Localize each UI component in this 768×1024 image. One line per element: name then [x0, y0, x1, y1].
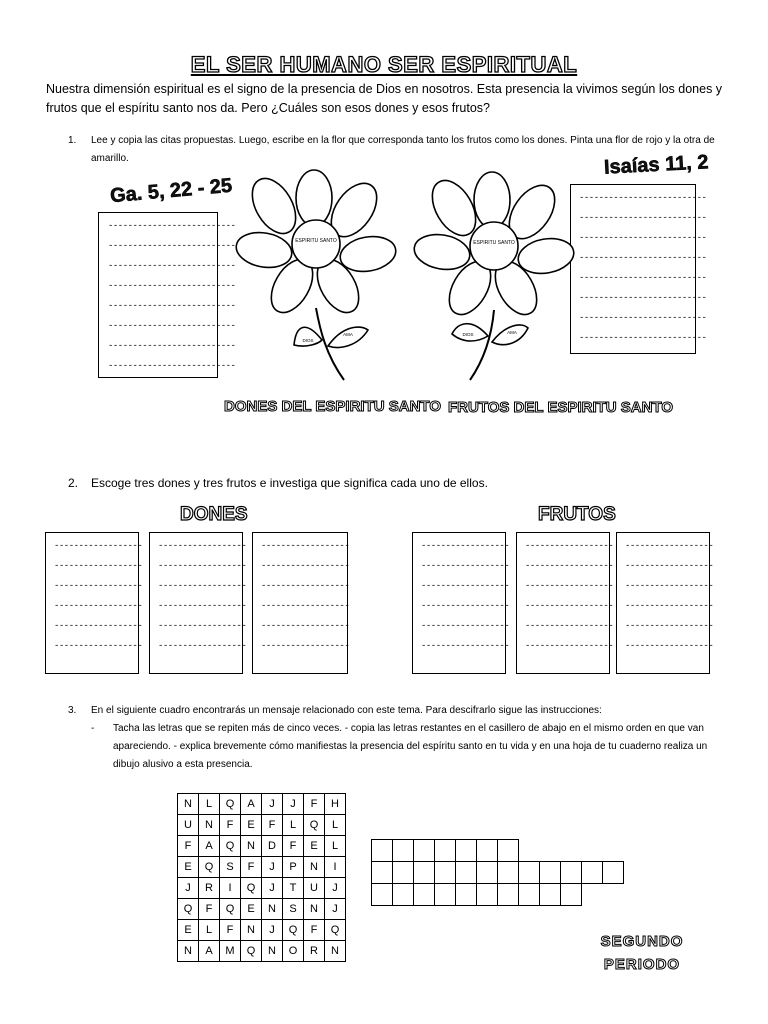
answer-cell[interactable]	[519, 884, 540, 906]
answer-line[interactable]: ------------------	[54, 601, 143, 611]
grid-cell[interactable]: U	[304, 878, 325, 899]
frutos-box-1[interactable]	[412, 532, 510, 674]
grid-row	[178, 836, 346, 857]
grid-cell[interactable]: H	[325, 794, 346, 815]
answer-line[interactable]: --------------------------	[579, 313, 707, 323]
grid-cell[interactable]: N	[241, 836, 262, 857]
flower-dones-drawing[interactable]	[236, 170, 394, 382]
grid-cell[interactable]: R	[199, 878, 220, 899]
left-reference: Ga. 5, 22 - 25	[109, 174, 233, 208]
answer-cell[interactable]	[393, 884, 414, 906]
grid-row	[178, 941, 346, 962]
grid-cell[interactable]: T	[283, 878, 304, 899]
step1-instructions: Lee y copia las citas propuestas. Luego, escribe en la flor que corresponda tanto los frutos como los dones. Pinta una flor de rojo y la otra de amarillo.	[91, 135, 715, 164]
grid-cell[interactable]: J	[325, 899, 346, 920]
grid-cell[interactable]: J	[262, 857, 283, 878]
answer-cell[interactable]	[582, 862, 603, 884]
answer-line[interactable]: ------------------	[54, 541, 143, 551]
grid-cell[interactable]: J	[178, 878, 199, 899]
grid-cell[interactable]: L	[199, 794, 220, 815]
step3-number: 3.	[68, 705, 77, 716]
grid-cell[interactable]: L	[325, 836, 346, 857]
dones-box-3[interactable]	[252, 532, 348, 674]
answer-line[interactable]: ------------------	[625, 601, 714, 611]
answer-cell[interactable]	[372, 884, 393, 906]
grid-cell[interactable]: F	[304, 920, 325, 941]
dones-heading: DONES	[180, 504, 248, 525]
right-reference: Isaías 11, 2	[603, 151, 710, 179]
grid-cell[interactable]: E	[304, 836, 325, 857]
answer-cell[interactable]	[561, 884, 582, 906]
grid-row	[178, 857, 346, 878]
answer-cell[interactable]	[435, 884, 456, 906]
answer-cell[interactable]	[498, 840, 519, 862]
answer-line[interactable]: --------------------------	[579, 333, 707, 343]
grid-cell[interactable]: L	[283, 815, 304, 836]
grid-cell[interactable]: Q	[325, 920, 346, 941]
grid-cell[interactable]: Q	[283, 920, 304, 941]
grid-cell[interactable]: J	[283, 794, 304, 815]
grid-cell[interactable]: O	[283, 941, 304, 962]
frutos-box-2[interactable]	[516, 532, 614, 674]
answer-cell[interactable]	[435, 862, 456, 884]
grid-cell[interactable]: N	[325, 941, 346, 962]
grid-row	[178, 878, 346, 899]
answer-cell[interactable]	[372, 862, 393, 884]
grid-cell[interactable]: N	[178, 794, 199, 815]
grid-cell[interactable]: E	[178, 920, 199, 941]
grid-cell[interactable]: A	[241, 794, 262, 815]
step2-instructions: Escoge tres dones y tres frutos e investiga que significa cada uno de ellos.	[91, 476, 488, 490]
grid-cell[interactable]: I	[325, 857, 346, 878]
grid-row	[178, 794, 346, 815]
answer-row-1[interactable]	[371, 839, 519, 862]
flower-dones-leaf-left: DIOS	[302, 338, 314, 343]
answer-line[interactable]: --------------------------	[579, 253, 707, 263]
flower-dones-center-text: ESPIRITU SANTO	[295, 238, 337, 244]
grid-cell[interactable]: F	[178, 836, 199, 857]
answer-line[interactable]: ------------------	[625, 621, 714, 631]
grid-cell[interactable]: Q	[220, 794, 241, 815]
answer-line[interactable]: ------------------	[525, 581, 614, 591]
grid-cell[interactable]: J	[262, 878, 283, 899]
flower-frutos-drawing[interactable]	[412, 172, 570, 382]
answer-cell[interactable]	[393, 840, 414, 862]
grid-cell[interactable]: Q	[178, 899, 199, 920]
answer-line[interactable]: ------------------	[625, 541, 714, 551]
answer-line[interactable]: ------------------	[421, 641, 510, 651]
answer-cell[interactable]	[477, 840, 498, 862]
answer-cell[interactable]	[519, 862, 540, 884]
step3-intro: En el siguiente cuadro encontrarás un mensaje relacionado con este tema. Para descifrarlo sigue las instrucciones:	[91, 705, 602, 716]
frutos-box-3[interactable]	[616, 532, 714, 674]
right-citation-box[interactable]	[570, 184, 707, 354]
answer-line[interactable]: ------------------	[421, 561, 510, 571]
answer-line[interactable]: ------------------	[421, 601, 510, 611]
answer-line[interactable]: --------------------------	[579, 293, 707, 303]
answer-line[interactable]: ------------------	[158, 601, 247, 611]
grid-cell[interactable]: F	[241, 857, 262, 878]
grid-cell[interactable]: E	[178, 857, 199, 878]
answer-line[interactable]: ------------------	[54, 581, 143, 591]
answer-line[interactable]: ------------------	[625, 581, 714, 591]
answer-line[interactable]: --------------------------	[579, 193, 707, 203]
grid-cell[interactable]: E	[241, 815, 262, 836]
flower-frutos-label: FRUTOS DEL ESPIRITU SANTO	[448, 399, 674, 416]
answer-line[interactable]: ------------------	[54, 641, 143, 651]
grid-cell[interactable]: M	[220, 941, 241, 962]
grid-cell[interactable]: N	[262, 941, 283, 962]
grid-cell[interactable]: R	[304, 941, 325, 962]
grid-cell[interactable]: E	[241, 899, 262, 920]
grid-cell[interactable]: F	[262, 815, 283, 836]
step3-instructions: Tacha las letras que se repiten más de cinco veces. - copia las letras restantes en el casillero de abajo en el mismo orden en que van apareciendo. - explica brevemente cómo manifiestas la presencia del espíritu santo en tu vida y en una hoja de tu cuaderno realiza un dibujo alusivo a esta presencia.	[113, 723, 708, 770]
grid-cell[interactable]: J	[325, 878, 346, 899]
flower-frutos-leaf-right: AMA	[507, 330, 517, 335]
answer-row-2[interactable]	[371, 861, 624, 884]
answer-cell[interactable]	[435, 840, 456, 862]
answer-line[interactable]: ------------------	[421, 541, 510, 551]
grid-cell[interactable]: N	[304, 899, 325, 920]
answer-line[interactable]: ------------------	[421, 581, 510, 591]
answer-cell[interactable]	[372, 840, 393, 862]
grid-cell[interactable]: L	[325, 815, 346, 836]
answer-line[interactable]: --------------------------	[108, 301, 236, 311]
grid-row	[178, 899, 346, 920]
answer-line[interactable]: --------------------------	[108, 341, 236, 351]
period-line-1: SEGUNDO	[600, 933, 684, 950]
grid-cell[interactable]: F	[283, 836, 304, 857]
answer-line[interactable]: ------------------	[54, 561, 143, 571]
grid-cell[interactable]: N	[178, 941, 199, 962]
flower-frutos-center-text: ESPIRITU SANTO	[473, 240, 515, 246]
grid-cell[interactable]: D	[262, 836, 283, 857]
intro-paragraph: Nuestra dimensión espiritual es el signo de la presencia de Dios en nosotros. Esta presencia la vivimos según los dones y frutos que el espíritu santo nos da. Pero ¿Cuáles son esos dones y esos frutos?	[46, 82, 723, 115]
period-line-2: PERIODO	[603, 956, 681, 973]
answer-cell[interactable]	[414, 840, 435, 862]
answer-line[interactable]: ------------------	[158, 581, 247, 591]
flower-dones-leaf-right: AMA	[343, 332, 353, 337]
answer-line[interactable]: --------------------------	[579, 233, 707, 243]
answer-line[interactable]: --------------------------	[108, 241, 236, 251]
answer-line[interactable]: --------------------------	[108, 321, 236, 331]
grid-cell[interactable]: F	[220, 815, 241, 836]
answer-line[interactable]: ------------------	[54, 621, 143, 631]
answer-line[interactable]: --------------------------	[579, 273, 707, 283]
answer-line[interactable]: ------------------	[158, 541, 247, 551]
grid-cell[interactable]: F	[199, 899, 220, 920]
grid-cell[interactable]: S	[220, 857, 241, 878]
grid-cell[interactable]: I	[220, 878, 241, 899]
grid-cell[interactable]: J	[262, 920, 283, 941]
grid-cell[interactable]: N	[241, 920, 262, 941]
answer-line[interactable]: ------------------	[261, 581, 350, 591]
grid-cell[interactable]: Q	[304, 815, 325, 836]
grid-cell[interactable]: J	[262, 794, 283, 815]
answer-cell[interactable]	[414, 884, 435, 906]
step2-number: 2.	[68, 476, 79, 490]
step1-number: 1.	[68, 135, 77, 146]
step3-bullet: -	[91, 723, 95, 734]
grid-row	[178, 815, 346, 836]
answer-line[interactable]: ------------------	[261, 541, 350, 551]
grid-cell[interactable]: F	[220, 920, 241, 941]
flower-frutos-leaf-left: DIOS	[462, 332, 474, 337]
grid-cell[interactable]: Q	[241, 941, 262, 962]
grid-cell[interactable]: A	[199, 836, 220, 857]
grid-cell[interactable]: F	[304, 794, 325, 815]
answer-cell[interactable]	[477, 862, 498, 884]
answer-line[interactable]: ------------------	[261, 601, 350, 611]
answer-line[interactable]: ------------------	[158, 621, 247, 631]
answer-line[interactable]: ------------------	[525, 541, 614, 551]
grid-cell[interactable]: L	[199, 920, 220, 941]
grid-cell[interactable]: N	[304, 857, 325, 878]
grid-cell[interactable]: Q	[220, 899, 241, 920]
grid-cell[interactable]: S	[283, 899, 304, 920]
answer-line[interactable]: ------------------	[158, 561, 247, 571]
answer-line[interactable]: ------------------	[525, 561, 614, 571]
answer-line[interactable]: --------------------------	[108, 221, 236, 231]
dones-box-2[interactable]	[149, 532, 247, 674]
flower-dones-label: DONES DEL ESPIRITU SANTO	[224, 398, 441, 415]
answer-line[interactable]: --------------------------	[108, 261, 236, 271]
answer-line[interactable]: --------------------------	[108, 281, 236, 291]
answer-line[interactable]: ------------------	[525, 641, 614, 651]
grid-cell[interactable]: U	[178, 815, 199, 836]
answer-cell[interactable]	[393, 862, 414, 884]
grid-cell[interactable]: P	[283, 857, 304, 878]
answer-line[interactable]: ------------------	[261, 561, 350, 571]
grid-cell[interactable]: N	[262, 899, 283, 920]
answer-line[interactable]: --------------------------	[579, 213, 707, 223]
page-title: EL SER HUMANO SER ESPIRITUAL	[190, 52, 578, 77]
answer-line[interactable]: ------------------	[525, 621, 614, 631]
answer-cell[interactable]	[477, 884, 498, 906]
grid-cell[interactable]: Q	[220, 836, 241, 857]
grid-cell[interactable]: Q	[241, 878, 262, 899]
answer-line[interactable]: ------------------	[525, 601, 614, 611]
dones-box-1[interactable]	[45, 532, 143, 674]
answer-cell[interactable]	[456, 884, 477, 906]
left-citation-box[interactable]	[98, 212, 236, 378]
answer-cell[interactable]	[456, 840, 477, 862]
answer-line[interactable]: ------------------	[421, 621, 510, 631]
answer-line[interactable]: ------------------	[625, 641, 714, 651]
answer-line[interactable]: ------------------	[261, 621, 350, 631]
answer-cell[interactable]	[456, 862, 477, 884]
answer-cell[interactable]	[561, 862, 582, 884]
answer-line[interactable]: --------------------------	[108, 361, 236, 371]
letter-grid[interactable]	[177, 793, 346, 962]
frutos-heading: FRUTOS	[538, 504, 616, 525]
answer-cell[interactable]	[603, 862, 624, 884]
grid-cell[interactable]: Q	[199, 857, 220, 878]
grid-row	[178, 920, 346, 941]
grid-cell[interactable]: A	[199, 941, 220, 962]
answer-row-3[interactable]	[371, 883, 582, 906]
answer-cell[interactable]	[540, 862, 561, 884]
answer-cell[interactable]	[540, 884, 561, 906]
answer-cell[interactable]	[498, 884, 519, 906]
grid-cell[interactable]: N	[199, 815, 220, 836]
answer-cell[interactable]	[414, 862, 435, 884]
answer-cell[interactable]	[498, 862, 519, 884]
answer-line[interactable]: ------------------	[261, 641, 350, 651]
answer-line[interactable]: ------------------	[625, 561, 714, 571]
answer-line[interactable]: ------------------	[158, 641, 247, 651]
